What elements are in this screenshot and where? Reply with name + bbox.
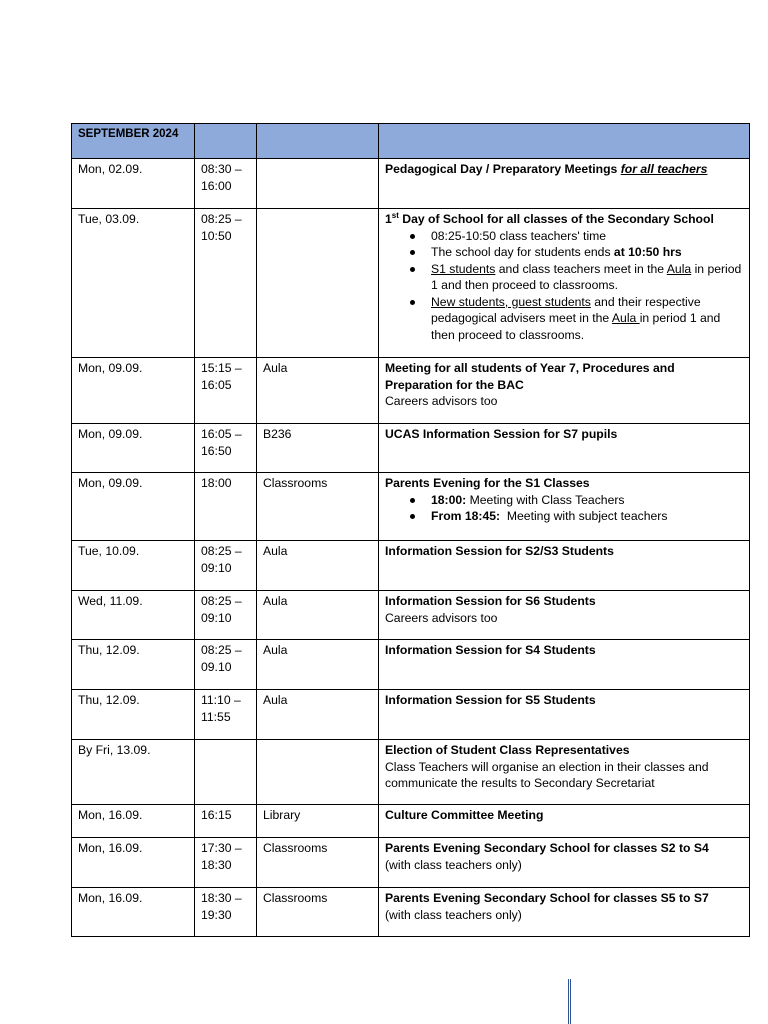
date-cell: Thu, 12.09. [72,690,195,740]
header-cell [257,124,379,159]
event-cell [379,888,750,937]
event-cell [379,209,750,358]
event-subtext: Careers advisors too [385,610,498,625]
place-cell: Library [257,805,379,838]
event-title: Information Session for S5 Students [385,693,596,707]
time-text: 18:30 – 19:30 [201,891,242,922]
event-cell [379,690,750,740]
time-cell [195,838,257,888]
event-title-emphasis: for all teachers [620,162,708,176]
month-header: SEPTEMBER 2024 [72,124,195,159]
time-text: 08:25 – 10:50 [201,212,242,243]
event-cell [379,805,750,838]
table-row [72,640,750,690]
time-text: 17:30 – 18:30 [201,841,242,872]
event-subtext: (with class teachers only) [385,907,522,922]
place-cell [257,740,379,805]
date-cell: Mon, 09.09. [72,424,195,473]
table-row [72,740,750,805]
time-cell [195,640,257,690]
date-cell: Mon, 16.09. [72,888,195,937]
event-title: Parents Evening for the S1 Classes [385,476,590,490]
event-title: UCAS Information Session for S7 pupils [385,427,618,441]
place-cell: Classrooms [257,888,379,937]
event-cell [379,640,750,690]
table-row [72,358,750,424]
place-cell: Aula [257,541,379,591]
time-text: 08:25 – 09:10 [201,544,242,575]
time-text: 08:25 – 09.10 [201,643,242,674]
event-cell [379,473,750,541]
event-title: Information Session for S4 Students [385,643,596,657]
event-title: Meeting for all students of Year 7, Procedures and Preparation for the BAC [385,361,675,392]
place-cell: Aula [257,358,379,424]
time-text: 11:10 – 11:55 [201,693,241,724]
event-title: Information Session for S2/S3 Students [385,544,614,558]
time-cell [195,740,257,805]
event-cell [379,424,750,473]
date-cell: Thu, 12.09. [72,640,195,690]
time-cell [195,888,257,937]
table-row [72,838,750,888]
date-cell: Mon, 16.09. [72,805,195,838]
event-title: Pedagogical Day / Preparatory Meetings [385,162,618,176]
list-item: From 18:45: Meeting with subject teachers [431,508,743,525]
event-bullets [385,228,743,344]
header-cell [379,124,750,159]
table-row [72,473,750,541]
event-title: Parents Evening Secondary School for classes S5 to S7 [385,891,709,905]
event-cell [379,541,750,591]
place-cell: Aula [257,690,379,740]
event-subtext: Class Teachers will organise an election in their classes and communicate the results to Secondary Secretariat [385,759,709,790]
place-cell [257,209,379,358]
time-text: 16:15 [201,808,232,822]
event-cell [379,159,750,209]
list-item: New students, guest students and their respective pedagogical advisers meet in the Aula in period 1 and then proceed to classrooms. [431,294,743,344]
event-title: Election of Student Class Representatives [385,743,630,757]
time-cell [195,159,257,209]
event-title: 1st Day of School for all classes of the Secondary School [385,210,714,226]
event-cell [379,740,750,805]
date-cell: Mon, 09.09. [72,473,195,541]
list-item: 18:00: Meeting with Class Teachers [431,492,743,509]
text-cursor-marker [568,979,571,1024]
table-row [72,805,750,838]
time-cell [195,473,257,541]
date-cell: Tue, 10.09. [72,541,195,591]
table-row [72,690,750,740]
table-row [72,209,750,358]
date-cell: Wed, 11.09. [72,591,195,640]
place-cell: Aula [257,591,379,640]
time-cell [195,209,257,358]
event-cell [379,838,750,888]
place-cell: Classrooms [257,473,379,541]
place-cell: B236 [257,424,379,473]
time-cell [195,690,257,740]
place-cell: Classrooms [257,838,379,888]
time-text: 16:05 – 16:50 [201,427,242,458]
header-cell [195,124,257,159]
time-cell [195,541,257,591]
event-title: Parents Evening Secondary School for classes S2 to S4 [385,841,709,855]
time-text: 18:00 [201,476,232,490]
time-cell [195,424,257,473]
list-item: The school day for students ends at 10:50 hrs [431,244,743,261]
table-row [72,591,750,640]
time-text: 08:30 – 16:00 [201,162,242,193]
date-cell: Mon, 09.09. [72,358,195,424]
place-cell [257,159,379,209]
list-item: S1 students and class teachers meet in the Aula in period 1 and then proceed to classrooms. [431,261,742,292]
date-cell: By Fri, 13.09. [72,740,195,805]
schedule-table [71,123,750,937]
time-text: 08:25 – 09:10 [201,594,242,625]
date-cell: Mon, 02.09. [72,159,195,209]
date-cell: Mon, 16.09. [72,838,195,888]
event-title: Information Session for S6 Students [385,594,596,608]
time-text: 15:15 – 16:05 [201,361,242,392]
event-cell [379,591,750,640]
event-title: Culture Committee Meeting [385,808,544,822]
event-cell [379,358,750,424]
time-cell [195,805,257,838]
event-subtext: Careers advisors too [385,394,498,408]
table-row [72,424,750,473]
date-cell: Tue, 03.09. [72,209,195,358]
time-cell [195,358,257,424]
table-row [72,541,750,591]
event-subtext: (with class teachers only) [385,857,522,872]
table-row [72,159,750,209]
place-cell: Aula [257,640,379,690]
table-row [72,888,750,937]
list-item: 08:25-10:50 class teachers' time [431,228,743,245]
table-header-row [72,124,750,159]
event-bullets [385,492,743,525]
time-cell [195,591,257,640]
